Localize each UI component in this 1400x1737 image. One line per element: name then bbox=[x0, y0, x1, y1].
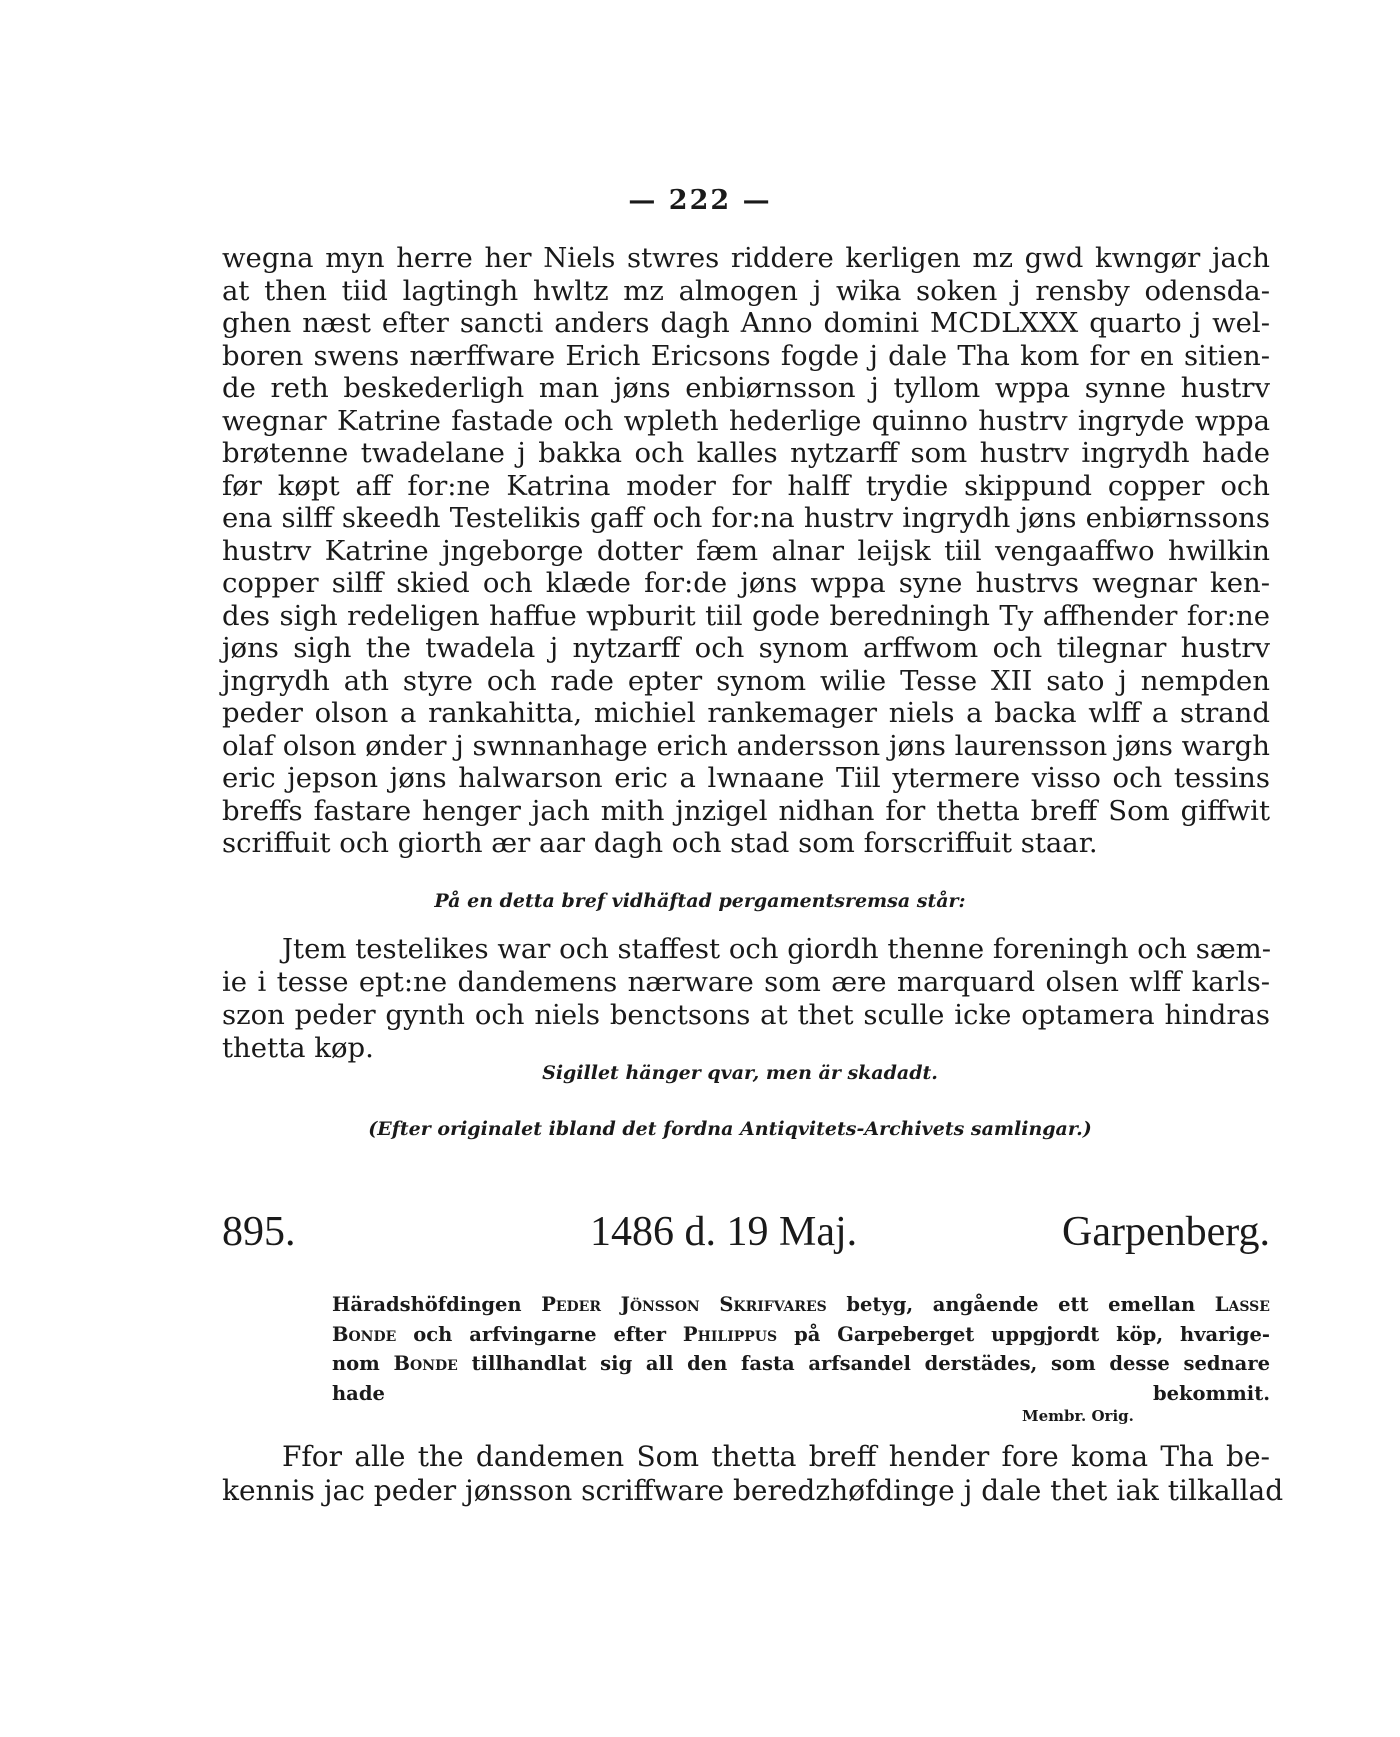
text-line: ena silff skeedh Testelikis gaff och for:na hustrv ingrydh jøns enbiørnssons bbox=[222, 502, 1270, 534]
text-line: thetta køp. bbox=[222, 1032, 374, 1064]
summary-text: Häradshöfdingen bbox=[332, 1293, 522, 1316]
text-line: Ffor alle the dandemen Som thetta breff hender fore koma Tha be- bbox=[282, 1440, 1270, 1473]
text-line: ie i tesse ept:ne dandemens nærware som ære marquard olsen wlff karls- bbox=[222, 966, 1270, 998]
text-line: des sigh redeligen haffue wpburit tiil gode beredningh Ty affhender for:ne bbox=[222, 599, 1270, 632]
text-line: at then tiid lagtingh hwltz mz almogen j wika soken j rensby odensda- bbox=[222, 274, 1270, 307]
text-line: olaf olson ønder j swnnanhage erich andersson jøns laurensson jøns wargh bbox=[222, 729, 1270, 762]
person-name: Bonde bbox=[393, 1352, 458, 1375]
text-line: før køpt aff for:ne Katrina moder for halff trydie skippund copper och bbox=[222, 469, 1270, 502]
text-line: peder olson a rankahitta, michiel rankemager niels a backa wlff a strand bbox=[222, 697, 1270, 729]
text-line: eric jepson jøns halwarson eric a lwnaane Tiil ytermere visso och tessins bbox=[222, 762, 1270, 794]
letter-895-body bbox=[222, 1440, 1284, 1508]
summary-text: betyg, angående ett emellan bbox=[846, 1293, 1196, 1316]
text-line: breffs fastare henger jach mith jnzigel nidhan for thetta breff Som giffwit bbox=[222, 794, 1270, 827]
text-line: brøtenne twadelane j bakka och kalles nytzarff som hustrv ingrydh hade bbox=[222, 437, 1270, 469]
text-line: scriffuit och giorth ær aar dagh och stad som forscriffuit staar. bbox=[222, 827, 1098, 859]
parchment-note: På en detta bref vidhäftad pergamentsremsa står: bbox=[434, 890, 966, 912]
text-line: jngrydh ath styre och rade epter synom wilie Tesse XII sato j nempden bbox=[222, 664, 1270, 697]
summary-line: hade bekommit. bbox=[332, 1381, 1270, 1405]
summary-text: på Garpeberget uppgjordt köp, hvarige- bbox=[794, 1322, 1270, 1346]
letter-place: Garpenberg. bbox=[1062, 1209, 1270, 1255]
parchment-strip-text bbox=[222, 933, 1270, 1065]
text-line: Jtem testelikes war och staffest och giordh thenne foreningh och sæm- bbox=[282, 933, 1272, 965]
text-line: hustrv Katrine jngeborge dotter fæm alnar leijsk tiil vengaaffwo hwilkin bbox=[222, 534, 1270, 567]
letter-date: 1486 d. 19 Maj. bbox=[590, 1209, 858, 1255]
summary-line bbox=[332, 1290, 1270, 1320]
text-line: boren swens nærffware Erich Ericsons fogde j dale Tha kom for en sitien- bbox=[222, 339, 1270, 372]
seal-note: Sigillet hänger qvar, men är skadadt. bbox=[542, 1062, 938, 1084]
text-line: wegna myn herre her Niels stwres riddere kerligen mz gwd kwngør jach bbox=[222, 242, 1270, 274]
text-line: szon peder gynth och niels benctsons at thet sculle icke optamera hindras bbox=[222, 999, 1270, 1031]
person-name: Peder Jönsson Skrifvares bbox=[541, 1293, 827, 1316]
letter-895-summary bbox=[332, 1290, 1270, 1408]
text-line: de reth beskederligh man jøns enbiørnsson j tyllom wppa synne hustrv bbox=[222, 372, 1270, 404]
text-line: ghen næst efter sancti anders dagh Anno domini MCDLXXX quarto j wel- bbox=[222, 307, 1270, 339]
text-line: copper silff skied och klæde for:de jøns wppa syne hustrvs wegnar ken- bbox=[222, 567, 1270, 599]
letter-894-body bbox=[222, 242, 1270, 860]
summary-text: och arfvingarne efter bbox=[413, 1322, 666, 1346]
summary-line bbox=[332, 1349, 1270, 1379]
person-name: Philippus bbox=[682, 1322, 778, 1346]
summary-text: tillhandlat sig all den fasta arfsandel derstädes, som desse sednare bbox=[471, 1352, 1271, 1375]
text-line: jøns sigh the twadela j nytzarff och synom arffwom och tilegnar hustrv bbox=[222, 632, 1270, 664]
summary-text: nom bbox=[332, 1352, 380, 1375]
letter-number: 895. bbox=[222, 1209, 296, 1255]
letter-895-header bbox=[222, 1208, 1270, 1268]
page-number: — 222 — bbox=[628, 185, 772, 216]
source-note: (Efter originalet ibland det fordna Antiqvitets-Archivets samlingar.) bbox=[368, 1118, 1092, 1140]
source-type: Membr. Orig. bbox=[1022, 1407, 1134, 1425]
text-line: kennis jac peder jønsson scriffware beredzhøfdinge j dale thet iak tilkallad bbox=[222, 1474, 1284, 1507]
person-name: Lasse bbox=[1214, 1293, 1270, 1316]
text-line: wegnar Katrine fastade och wpleth hederlige quinno hustrv ingryde wppa bbox=[222, 404, 1270, 437]
summary-line bbox=[332, 1320, 1270, 1350]
person-name: Bonde bbox=[332, 1322, 397, 1346]
